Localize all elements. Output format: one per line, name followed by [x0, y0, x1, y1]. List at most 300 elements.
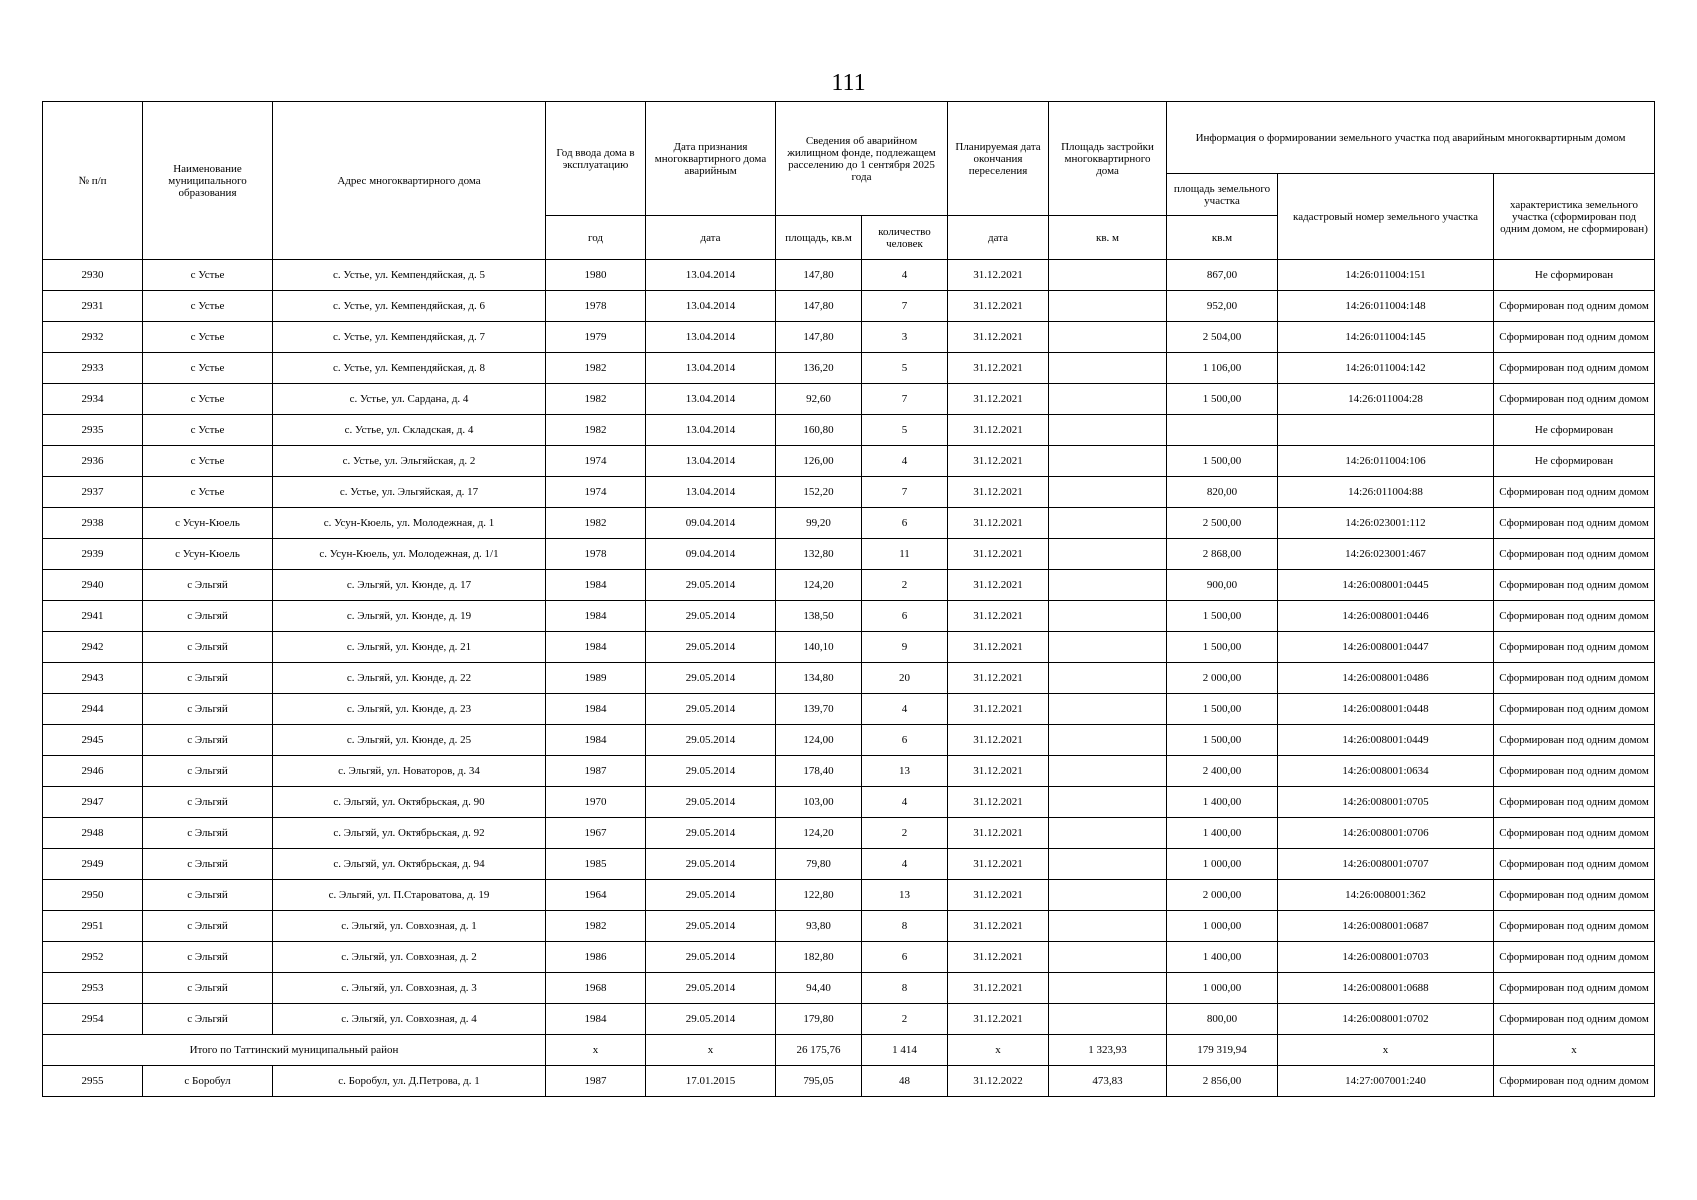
cell-land-char: Сформирован под одним домом — [1494, 384, 1655, 415]
cell-area: 160,80 — [776, 415, 862, 446]
cell-land-char: Не сформирован — [1494, 415, 1655, 446]
header-building-area: Площадь застройки многоквартирного дома — [1049, 102, 1167, 216]
cell-address: с. Эльгяй, ул. Кюнде, д. 17 — [273, 570, 546, 601]
cell-building-area — [1049, 694, 1167, 725]
cell-plan-date: 31.12.2022 — [948, 1066, 1049, 1097]
cell-land-area: 1 500,00 — [1167, 725, 1278, 756]
cell-land-char: Сформирован под одним домом — [1494, 787, 1655, 818]
cell-year: 1989 — [546, 663, 646, 694]
cell-number: 2936 — [43, 446, 143, 477]
cell-cadastral: 14:26:008001:362 — [1278, 880, 1494, 911]
header-emergency-info: Сведения об аварийном жилищном фонде, подлежащем расселению до 1 сентября 2025 года — [776, 102, 948, 216]
cell-address: с. Эльгяй, ул. Новаторов, д. 34 — [273, 756, 546, 787]
cell-people: 3 — [862, 322, 948, 353]
cell-cadastral: 14:26:011004:28 — [1278, 384, 1494, 415]
cell-land-area: 1 400,00 — [1167, 787, 1278, 818]
cell-land-char: Не сформирован — [1494, 260, 1655, 291]
cell-people: 5 — [862, 415, 948, 446]
cell-area: 124,20 — [776, 570, 862, 601]
cell-plan-date: 31.12.2021 — [948, 911, 1049, 942]
cell-building-area: 473,83 — [1049, 1066, 1167, 1097]
cell-address: с. Эльгяй, ул. Совхозная, д. 1 — [273, 911, 546, 942]
cell-year: 1982 — [546, 353, 646, 384]
cell-area: 134,80 — [776, 663, 862, 694]
cell-cadastral: 14:26:008001:0445 — [1278, 570, 1494, 601]
cell-address: с. Устье, ул. Кемпендяйская, д. 8 — [273, 353, 546, 384]
emergency-housing-table — [42, 101, 1655, 1097]
header-land-info: Информация о формировании земельного участка под аварийным многоквартирным домом — [1167, 102, 1655, 174]
cell-municipality: с Эльгяй — [143, 973, 273, 1004]
cell-area: 99,20 — [776, 508, 862, 539]
header-land-char: характеристика земельного участка (сформирован под одним домом, не сформирован) — [1494, 174, 1655, 260]
table-row — [43, 911, 1655, 942]
cell-land-char: Не сформирован — [1494, 446, 1655, 477]
cell-municipality: с Эльгяй — [143, 756, 273, 787]
cell-land-area: 2 400,00 — [1167, 756, 1278, 787]
cell-land-char: Сформирован под одним домом — [1494, 942, 1655, 973]
cell-area: 147,80 — [776, 260, 862, 291]
cell-date: 13.04.2014 — [646, 291, 776, 322]
table-row — [43, 291, 1655, 322]
cell-year: 1978 — [546, 539, 646, 570]
cell-land-area: 1 400,00 — [1167, 818, 1278, 849]
table-row — [43, 849, 1655, 880]
cell-number: 2930 — [43, 260, 143, 291]
cell-people: 6 — [862, 508, 948, 539]
cell-land-char: Сформирован под одним домом — [1494, 911, 1655, 942]
header-address: Адрес многоквартирного дома — [273, 102, 546, 260]
cell-cadastral: 14:26:008001:0447 — [1278, 632, 1494, 663]
table-row — [43, 880, 1655, 911]
cell-municipality: с Устье — [143, 353, 273, 384]
table-row — [43, 353, 1655, 384]
cell-year: 1974 — [546, 477, 646, 508]
cell-municipality: с Эльгяй — [143, 942, 273, 973]
cell-plan-date: 31.12.2021 — [948, 570, 1049, 601]
cell-area: 178,40 — [776, 756, 862, 787]
cell-building-area — [1049, 322, 1167, 353]
cell-area: 124,20 — [776, 818, 862, 849]
cell-date: 09.04.2014 — [646, 539, 776, 570]
cell-date: 29.05.2014 — [646, 694, 776, 725]
cell-plan-date: 31.12.2021 — [948, 942, 1049, 973]
cell-land-area: 867,00 — [1167, 260, 1278, 291]
cell-area: 795,05 — [776, 1066, 862, 1097]
cell-date: 13.04.2014 — [646, 353, 776, 384]
cell-date: 29.05.2014 — [646, 849, 776, 880]
cell-land-area: 1 500,00 — [1167, 446, 1278, 477]
cell-date: 29.05.2014 — [646, 880, 776, 911]
cell-address: с. Устье, ул. Складская, д. 4 — [273, 415, 546, 446]
cell-building-area — [1049, 415, 1167, 446]
table-row — [43, 508, 1655, 539]
cell-land-char: Сформирован под одним домом — [1494, 756, 1655, 787]
cell-municipality: с Боробул — [143, 1066, 273, 1097]
cell-date: 29.05.2014 — [646, 725, 776, 756]
cell-building-area — [1049, 725, 1167, 756]
cell-land-char: Сформирован под одним домом — [1494, 632, 1655, 663]
cell-number: 2934 — [43, 384, 143, 415]
cell-plan-date: 31.12.2021 — [948, 291, 1049, 322]
table-row — [43, 570, 1655, 601]
cell-date: 13.04.2014 — [646, 477, 776, 508]
cell-plan-date: 31.12.2021 — [948, 694, 1049, 725]
cell-date: 29.05.2014 — [646, 818, 776, 849]
cell-year: 1985 — [546, 849, 646, 880]
cell-cadastral: 14:26:008001:0634 — [1278, 756, 1494, 787]
cell-land-char: Сформирован под одним домом — [1494, 725, 1655, 756]
cell-people: 6 — [862, 601, 948, 632]
cell-cadastral: 14:26:008001:0446 — [1278, 601, 1494, 632]
cell-plan-date: 31.12.2021 — [948, 787, 1049, 818]
cell-year: 1982 — [546, 911, 646, 942]
cell-date: 13.04.2014 — [646, 260, 776, 291]
cell-number: 2941 — [43, 601, 143, 632]
cell-area: 138,50 — [776, 601, 862, 632]
cell-people: 6 — [862, 942, 948, 973]
cell-people: 7 — [862, 477, 948, 508]
table-row — [43, 446, 1655, 477]
total-build: 1 323,93 — [1049, 1035, 1167, 1066]
cell-land-char: Сформирован под одним домом — [1494, 880, 1655, 911]
table-row — [43, 756, 1655, 787]
cell-people: 6 — [862, 725, 948, 756]
cell-land-area: 1 000,00 — [1167, 849, 1278, 880]
cell-address: с. Эльгяй, ул. Кюнде, д. 25 — [273, 725, 546, 756]
cell-cadastral: 14:26:008001:0702 — [1278, 1004, 1494, 1035]
table-row — [43, 1004, 1655, 1035]
cell-land-area: 900,00 — [1167, 570, 1278, 601]
header-date-recognized: Дата признания многоквартирного дома аварийным — [646, 102, 776, 216]
table-row — [43, 322, 1655, 353]
cell-year: 1974 — [546, 446, 646, 477]
cell-year: 1982 — [546, 384, 646, 415]
cell-land-area: 1 500,00 — [1167, 384, 1278, 415]
cell-number: 2942 — [43, 632, 143, 663]
unit-build-area: кв. м — [1049, 216, 1167, 260]
cell-cadastral: 14:26:023001:112 — [1278, 508, 1494, 539]
cell-date: 29.05.2014 — [646, 601, 776, 632]
cell-year: 1984 — [546, 725, 646, 756]
cell-address: с. Устье, ул. Эльгяйская, д. 2 — [273, 446, 546, 477]
total-land: 179 319,94 — [1167, 1035, 1278, 1066]
cell-date: 13.04.2014 — [646, 446, 776, 477]
table-row — [43, 787, 1655, 818]
cell-year: 1987 — [546, 1066, 646, 1097]
total-char: х — [1494, 1035, 1655, 1066]
cell-land-char: Сформирован под одним домом — [1494, 849, 1655, 880]
cell-number: 2949 — [43, 849, 143, 880]
cell-address: с. Эльгяй, ул. Кюнде, д. 22 — [273, 663, 546, 694]
total-plan: х — [948, 1035, 1049, 1066]
cell-building-area — [1049, 911, 1167, 942]
cell-municipality: с Усун-Кюель — [143, 539, 273, 570]
total-people: 1 414 — [862, 1035, 948, 1066]
cell-year: 1984 — [546, 1004, 646, 1035]
cell-area: 139,70 — [776, 694, 862, 725]
cell-land-area: 1 000,00 — [1167, 973, 1278, 1004]
cell-area: 140,10 — [776, 632, 862, 663]
cell-area: 124,00 — [776, 725, 862, 756]
cell-plan-date: 31.12.2021 — [948, 322, 1049, 353]
cell-year: 1986 — [546, 942, 646, 973]
cell-building-area — [1049, 384, 1167, 415]
table-row — [43, 415, 1655, 446]
cell-number: 2938 — [43, 508, 143, 539]
cell-land-area: 820,00 — [1167, 477, 1278, 508]
table-row — [43, 818, 1655, 849]
cell-building-area — [1049, 818, 1167, 849]
cell-cadastral: 14:26:011004:142 — [1278, 353, 1494, 384]
cell-cadastral: 14:26:008001:0448 — [1278, 694, 1494, 725]
cell-area: 79,80 — [776, 849, 862, 880]
cell-number: 2951 — [43, 911, 143, 942]
cell-municipality: с Эльгяй — [143, 570, 273, 601]
cell-building-area — [1049, 446, 1167, 477]
cell-land-char: Сформирован под одним домом — [1494, 663, 1655, 694]
header-land-area: площадь земельного участка — [1167, 174, 1278, 216]
cell-municipality: с Эльгяй — [143, 849, 273, 880]
cell-people: 8 — [862, 973, 948, 1004]
cell-year: 1987 — [546, 756, 646, 787]
cell-address: с. Устье, ул. Кемпендяйская, д. 7 — [273, 322, 546, 353]
cell-date: 17.01.2015 — [646, 1066, 776, 1097]
cell-date: 29.05.2014 — [646, 911, 776, 942]
cell-municipality: с Устье — [143, 291, 273, 322]
cell-land-area: 1 500,00 — [1167, 694, 1278, 725]
cell-address: с. Эльгяй, ул. Октябрьская, д. 92 — [273, 818, 546, 849]
cell-address: с. Устье, ул. Эльгяйская, д. 17 — [273, 477, 546, 508]
cell-people: 4 — [862, 849, 948, 880]
cell-year: 1978 — [546, 291, 646, 322]
table-row — [43, 632, 1655, 663]
cell-date: 13.04.2014 — [646, 322, 776, 353]
cell-plan-date: 31.12.2021 — [948, 973, 1049, 1004]
cell-plan-date: 31.12.2021 — [948, 477, 1049, 508]
cell-municipality: с Эльгяй — [143, 1004, 273, 1035]
cell-land-char: Сформирован под одним домом — [1494, 508, 1655, 539]
cell-number: 2940 — [43, 570, 143, 601]
header-municipality: Наименование муниципального образования — [143, 102, 273, 260]
cell-municipality: с Эльгяй — [143, 632, 273, 663]
cell-building-area — [1049, 570, 1167, 601]
cell-area: 122,80 — [776, 880, 862, 911]
cell-building-area — [1049, 291, 1167, 322]
cell-land-area: 2 868,00 — [1167, 539, 1278, 570]
cell-plan-date: 31.12.2021 — [948, 601, 1049, 632]
cell-number: 2948 — [43, 818, 143, 849]
cell-land-char: Сформирован под одним домом — [1494, 322, 1655, 353]
cell-municipality: с Устье — [143, 322, 273, 353]
cell-land-area: 2 504,00 — [1167, 322, 1278, 353]
cell-address: с. Устье, ул. Кемпендяйская, д. 5 — [273, 260, 546, 291]
header-num: № п/п — [43, 102, 143, 260]
unit-land-area: кв.м — [1167, 216, 1278, 260]
cell-year: 1968 — [546, 973, 646, 1004]
cell-address: с. Устье, ул. Кемпендяйская, д. 6 — [273, 291, 546, 322]
cell-land-char: Сформирован под одним домом — [1494, 570, 1655, 601]
cell-municipality: с Устье — [143, 477, 273, 508]
cell-date: 29.05.2014 — [646, 663, 776, 694]
cell-land-char: Сформирован под одним домом — [1494, 1004, 1655, 1035]
total-label: Итого по Таттинский муниципальный район — [43, 1035, 546, 1066]
cell-plan-date: 31.12.2021 — [948, 880, 1049, 911]
cell-land-char: Сформирован под одним домом — [1494, 973, 1655, 1004]
cell-municipality: с Устье — [143, 384, 273, 415]
cell-municipality: с Устье — [143, 415, 273, 446]
total-year: х — [546, 1035, 646, 1066]
cell-people: 4 — [862, 260, 948, 291]
table-row — [43, 539, 1655, 570]
cell-address: с. Устье, ул. Сардана, д. 4 — [273, 384, 546, 415]
cell-building-area — [1049, 663, 1167, 694]
cell-land-area: 1 500,00 — [1167, 632, 1278, 663]
cell-year: 1984 — [546, 632, 646, 663]
cell-area: 126,00 — [776, 446, 862, 477]
cell-building-area — [1049, 849, 1167, 880]
unit-area: площадь, кв.м — [776, 216, 862, 260]
table-row — [43, 725, 1655, 756]
cell-people: 7 — [862, 384, 948, 415]
cell-building-area — [1049, 260, 1167, 291]
cell-people: 2 — [862, 1004, 948, 1035]
cell-cadastral: 14:26:008001:0449 — [1278, 725, 1494, 756]
cell-land-area: 1 500,00 — [1167, 601, 1278, 632]
cell-date: 29.05.2014 — [646, 973, 776, 1004]
cell-year: 1967 — [546, 818, 646, 849]
cell-area: 103,00 — [776, 787, 862, 818]
cell-municipality: с Устье — [143, 446, 273, 477]
cell-building-area — [1049, 632, 1167, 663]
cell-address: с. Эльгяй, ул. Октябрьская, д. 94 — [273, 849, 546, 880]
cell-number: 2933 — [43, 353, 143, 384]
table-row — [43, 1066, 1655, 1097]
cell-plan-date: 31.12.2021 — [948, 539, 1049, 570]
cell-address: с. Эльгяй, ул. Совхозная, д. 3 — [273, 973, 546, 1004]
cell-people: 4 — [862, 787, 948, 818]
cell-number: 2950 — [43, 880, 143, 911]
cell-building-area — [1049, 508, 1167, 539]
cell-people: 5 — [862, 353, 948, 384]
cell-cadastral: 14:26:011004:106 — [1278, 446, 1494, 477]
cell-land-area — [1167, 415, 1278, 446]
cell-year: 1980 — [546, 260, 646, 291]
cell-date: 29.05.2014 — [646, 1004, 776, 1035]
table-row — [43, 384, 1655, 415]
total-row — [43, 1035, 1655, 1066]
cell-cadastral: 14:26:008001:0703 — [1278, 942, 1494, 973]
cell-address: с. Усун-Кюель, ул. Молодежная, д. 1/1 — [273, 539, 546, 570]
total-area: 26 175,76 — [776, 1035, 862, 1066]
cell-number: 2932 — [43, 322, 143, 353]
cell-municipality: с Эльгяй — [143, 911, 273, 942]
cell-number: 2955 — [43, 1066, 143, 1097]
cell-people: 13 — [862, 756, 948, 787]
cell-land-area: 2 856,00 — [1167, 1066, 1278, 1097]
cell-cadastral: 14:26:011004:145 — [1278, 322, 1494, 353]
table-row — [43, 942, 1655, 973]
cell-number: 2935 — [43, 415, 143, 446]
cell-number: 2943 — [43, 663, 143, 694]
cell-plan-date: 31.12.2021 — [948, 508, 1049, 539]
cell-cadastral: 14:26:008001:0486 — [1278, 663, 1494, 694]
cell-area: 132,80 — [776, 539, 862, 570]
cell-plan-date: 31.12.2021 — [948, 384, 1049, 415]
cell-cadastral: 14:26:011004:88 — [1278, 477, 1494, 508]
cell-people: 2 — [862, 570, 948, 601]
cell-land-area: 800,00 — [1167, 1004, 1278, 1035]
cell-number: 2939 — [43, 539, 143, 570]
cell-address: с. Эльгяй, ул. Кюнде, д. 23 — [273, 694, 546, 725]
cell-land-char: Сформирован под одним домом — [1494, 291, 1655, 322]
cell-area: 94,40 — [776, 973, 862, 1004]
cell-land-char: Сформирован под одним домом — [1494, 539, 1655, 570]
cell-people: 48 — [862, 1066, 948, 1097]
cell-number: 2931 — [43, 291, 143, 322]
cell-land-char: Сформирован под одним домом — [1494, 694, 1655, 725]
cell-plan-date: 31.12.2021 — [948, 818, 1049, 849]
cell-area: 152,20 — [776, 477, 862, 508]
cell-number: 2947 — [43, 787, 143, 818]
cell-municipality: с Эльгяй — [143, 663, 273, 694]
cell-cadastral: 14:26:008001:0688 — [1278, 973, 1494, 1004]
cell-building-area — [1049, 539, 1167, 570]
total-cad: х — [1278, 1035, 1494, 1066]
cell-municipality: с Эльгяй — [143, 880, 273, 911]
cell-number: 2952 — [43, 942, 143, 973]
cell-number: 2945 — [43, 725, 143, 756]
cell-land-area: 2 500,00 — [1167, 508, 1278, 539]
cell-land-char: Сформирован под одним домом — [1494, 818, 1655, 849]
cell-cadastral: 14:26:011004:148 — [1278, 291, 1494, 322]
cell-building-area — [1049, 880, 1167, 911]
cell-year: 1984 — [546, 601, 646, 632]
cell-municipality: с Эльгяй — [143, 787, 273, 818]
cell-people: 8 — [862, 911, 948, 942]
cell-address: с. Эльгяй, ул. П.Староватова, д. 19 — [273, 880, 546, 911]
cell-plan-date: 31.12.2021 — [948, 663, 1049, 694]
table-header — [43, 102, 1655, 260]
cell-address: с. Усун-Кюель, ул. Молодежная, д. 1 — [273, 508, 546, 539]
table-row — [43, 601, 1655, 632]
cell-plan-date: 31.12.2021 — [948, 849, 1049, 880]
unit-plan-date: дата — [948, 216, 1049, 260]
cell-cadastral: 14:26:008001:0707 — [1278, 849, 1494, 880]
table-row — [43, 973, 1655, 1004]
cell-year: 1982 — [546, 415, 646, 446]
cell-cadastral — [1278, 415, 1494, 446]
cell-address: с. Эльгяй, ул. Кюнде, д. 19 — [273, 601, 546, 632]
cell-date: 29.05.2014 — [646, 570, 776, 601]
unit-date: дата — [646, 216, 776, 260]
cell-people: 11 — [862, 539, 948, 570]
cell-plan-date: 31.12.2021 — [948, 725, 1049, 756]
cell-date: 29.05.2014 — [646, 756, 776, 787]
cell-cadastral: 14:26:023001:467 — [1278, 539, 1494, 570]
cell-cadastral: 14:26:008001:0705 — [1278, 787, 1494, 818]
cell-land-area: 2 000,00 — [1167, 663, 1278, 694]
cell-building-area — [1049, 1004, 1167, 1035]
table-row — [43, 663, 1655, 694]
cell-year: 1964 — [546, 880, 646, 911]
cell-municipality: с Эльгяй — [143, 601, 273, 632]
cell-plan-date: 31.12.2021 — [948, 353, 1049, 384]
cell-address: с. Эльгяй, ул. Кюнде, д. 21 — [273, 632, 546, 663]
cell-date: 09.04.2014 — [646, 508, 776, 539]
cell-plan-date: 31.12.2021 — [948, 446, 1049, 477]
cell-building-area — [1049, 353, 1167, 384]
cell-plan-date: 31.12.2021 — [948, 415, 1049, 446]
